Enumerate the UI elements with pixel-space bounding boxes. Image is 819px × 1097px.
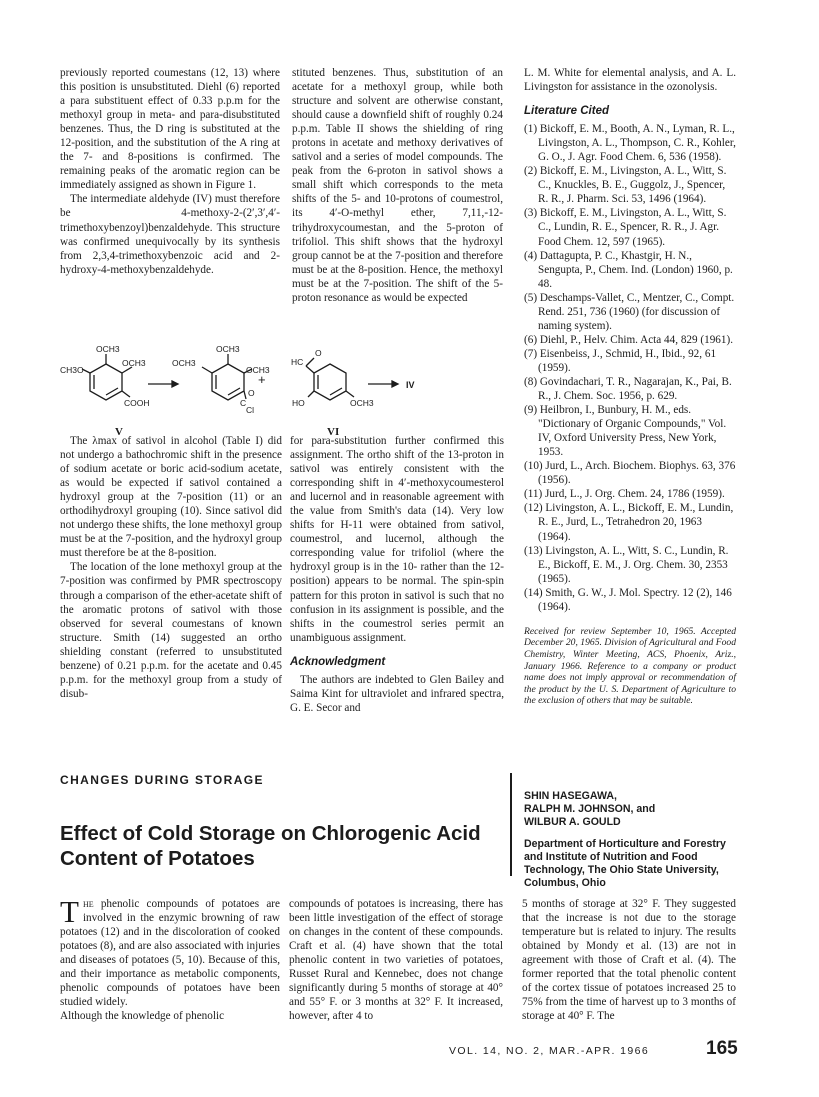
column-3 (524, 66, 736, 707)
column-1 (60, 66, 280, 277)
struct-mid-o: O (248, 388, 255, 398)
literature-cited-heading: Literature Cited (524, 105, 609, 118)
col1-paragraph-2: The intermediate aldehyde (IV) must therefore be 4-methoxy-2-(2′,3′,4′-trimethoxybenzoyl)benzaldehyde. This structure was confirmed unequivocally by its synthesis from 2,3,4-trimethoxybenzoic acid and 2-hydroxy-4-methoxybenzaldehyde. (60, 193, 280, 276)
column-1-lower (60, 424, 282, 701)
col1-paragraph-1: previously reported coumestans (12, 13) where this position is unsubstituted. Diehl (6) reported a para substituent effect of 0.33 p.p.m for the methoxyl group in meta- and para-disubstituted benzenes. Thus, the D ring is substituted at the 12-position, and the substitution of the A ring at the 7- and 8-positions is confirmed. The remaining peaks of the aromatic region can be immediately assigned as shown in Figure 1. (60, 67, 280, 192)
reference-item: (3) Bickoff, E. M., Livingston, A. L., Witt, S. C., Lundin, R. E., Spencer, R. R., J. Agr. Food Chem. 12, 597 (1965). (524, 207, 727, 248)
drop-cap: T (60, 894, 79, 929)
struct-v-ch3o: CH3O (60, 365, 84, 375)
reference-item: (12) Livingston, A. L., Bickoff, E. M., Lundin, R. E., Jurd, L., Tetrahedron 20, 1963 (1964). (524, 502, 734, 543)
acknowledgment-heading: Acknowledgment (290, 655, 386, 668)
col2-paragraph-3: The authors are indebted to Glen Bailey and Saima Kint for ultraviolet and infrared spectra, G. E. Secor and (290, 673, 504, 714)
lead-word: he (82, 898, 94, 910)
col3-paragraph-1: L. M. White for elemental analysis, and A. L. Livingston for assistance in the ozonolysis. (524, 67, 736, 94)
page-number: 165 (706, 1038, 738, 1059)
struct-vi-hc: HC (291, 357, 304, 367)
struct-vi-o: O (315, 348, 322, 358)
col2-paragraph-1: stituted benzenes. Thus, substitution of an acetate for a methoxyl group, while both structure and solvent are otherwise constant, should cause a downfield shift of roughly 0.24 p.p.m. Table II shows the shielding of ring protons in acetate and methoxy derivatives of sativol and a series of model compounds. The peak from the 6-proton in sativol shows a small shift which corresponds to the meta shifts of the 5- and 10-protons of coumestrol, its 4′-O-methyl ether, 7,11,-12-trihydroxycoumestan, and the 5-proton of trifoliol. This shift shows that the hydroxyl group cannot be at the 7-position and therefore must be at the 8-position. Hence, the methoxyl must be at the 7-position. The shift of the 5-proton resonance as would be expected (292, 67, 503, 304)
col1-paragraph-4: The location of the lone methoxyl group at the 7-position was confirmed by PMR spectroscopy through a comparison of the ether-acetate shift of the aromatic protons of sativol with those observed for several coumestans of known structure. Smith (14) suggested an ortho shielding constant (referred to unsubstituted benzene) of 0.21 p.p.m. for the acetate and 0.45 p.p.m. for the methoxyl group from a study of disub- (60, 561, 282, 700)
struct-vi-och3: OCH3 (350, 398, 374, 408)
struct-vi-ho: HO (292, 398, 305, 408)
struct-v-cooh: COOH (124, 398, 150, 408)
col2-paragraph-2: for para-substitution further confirmed this assignment. The ortho shift of the 13-proton in sativol was entirely consistent with the corresponding shift in 4′-methoxycoumesterol and lucernol and in reasonable agreement with the value from Smith's data (14). Very low shifts for H-11 were obtained from sativol, coumestrol, and lucernol, although the corresponding value for trifoliol (where the hydroxyl group is in the 10- rather than the 12-position) appears to be normal. The spin-spin pattern for this proton in sativol is such that no confusion in its assignment is possible, and the shifts in the coumestrol series permit an unambiguous assignment. (290, 435, 504, 644)
struct-label-iv: IV (406, 380, 415, 390)
vertical-rule (510, 773, 512, 876)
intro-text: phenolic compounds of potatoes are involved in the enzymic browning of raw potatoes (12) and in the discoloration of cooked potatoes (8), and are also associated with injuries and diseases of potatoes (5, 10). Because of this, and their importance as metabolic components, phenolic compounds of potatoes have been studied widely. (60, 898, 280, 1008)
article-title: Effect of Cold Storage on Chlorogenic Acid Content of Potatoes (60, 822, 481, 870)
struct-mid-c: C (240, 398, 247, 408)
reference-item: (2) Bickoff, E. M., Livingston, A. L., Witt, S. C., Knuckles, B. E., Guggolz, J., Spencer, R. R., J. Pharm. Sci. 53, 1496 (1964). (524, 165, 727, 206)
author-3: WILBUR A. GOULD (524, 816, 621, 828)
struct-v-och3-right: OCH3 (122, 358, 146, 368)
reference-item: (13) Livingston, A. L., Witt, S. C., Lundin, R. E., Bickoff, E. M., J. Org. Chem. 30, 2353 (1965). (524, 544, 729, 585)
reference-list (524, 122, 736, 614)
reference-item: (5) Deschamps-Vallet, C., Mentzer, C., Compt. Rend. 251, 736 (1960) (for discussion of naming system). (524, 291, 735, 332)
author-2: RALPH M. JOHNSON, and (524, 803, 656, 815)
reference-item: (7) Eisenbeiss, J., Schmid, H., Ibid., 92, 61 (1959). (524, 347, 717, 374)
intro-paragraph-2: Although the knowledge of phenolic (60, 1010, 225, 1022)
reference-item: (10) Jurd, L., Arch. Biochem. Biophys. 63, 376 (1956). (524, 460, 736, 487)
col1-paragraph-3: The λmax of sativol in alcohol (Table I) did not undergo a bathochromic shift in the presence of sodium acetate or boric acid-sodium acetate, as would be expected if sativol contained a hydroxyl group at the 7-position (11) or an orthodihydroxyl grouping (10). Since sativol did not undergo these shifts, the lone methoxyl group must be at the 7-position, and the hydroxyl group must therefore be at the 8-position. (60, 435, 282, 560)
struct-v-och3-top: OCH3 (96, 344, 120, 354)
author-list (524, 790, 754, 829)
struct-mid-och3-top: OCH3 (216, 344, 240, 354)
reference-item: (4) Dattagupta, P. C., Khastgir, H. N., Sengupta, P., Chem. Ind. (London) 1960, p. 48. (524, 249, 733, 290)
reference-item: (8) Govindachari, T. R., Nagarajan, K., Pai, B. R., J. Chem. Soc. 1956, p. 629. (524, 375, 732, 403)
reference-item: (9) Heilbron, I., Bunbury, H. M., eds. "Dictionary of Organic Compounds," Vol. IV, Oxford University Press, New York, 1953. (524, 404, 727, 459)
received-note: Received for review September 10, 1965. Accepted December 20, 1965. Division of Agricultural and Food Chemistry, Winter Meeting, ACS, Phoenix, Ariz., January 1966. Reference to a company or product name does not imply approval or recommendation of the product by the U. S. Department of Agriculture to the exclusion of others that may be suitable. (524, 625, 736, 707)
author-1: SHIN HASEGAWA, (524, 790, 617, 802)
struct-plus: + (258, 372, 266, 387)
reference-item: (14) Smith, G. W., J. Mol. Spectry. 12 (2), 146 (1964). (524, 586, 732, 613)
article-body-column-1 (60, 894, 280, 1023)
article-body-column-3 (522, 897, 736, 1023)
section-banner: CHANGES DURING STORAGE (60, 773, 264, 787)
body-paragraph-col3: 5 months of storage at 32° F. They suggested that the increase is not due to the storage temperature but is related to injury. The results obtained by Mondy et al. (13) are not in agreement with those of Craft et al. (4). The former reported that the total phenolic content of the cortex tissue of potatoes increased 25 to 75% from the time of harvest up to 3 months of storage at 40° F. The (522, 898, 736, 1022)
struct-mid-cl: Cl (246, 405, 255, 414)
chemical-structures-figure (60, 344, 520, 414)
struct-label-vi: VI (327, 426, 340, 438)
reference-item: (11) Jurd, L., J. Org. Chem. 24, 1786 (1959). (524, 488, 725, 501)
reference-item: (6) Diehl, P., Helv. Chim. Acta 44, 829 (1961). (524, 333, 734, 346)
column-2-lower (290, 424, 504, 715)
reference-item: (1) Bickoff, E. M., Booth, A. N., Lyman, R. L., Livingston, A. L., Thompson, C. R., Kohler, G. O., J. Agr. Food Chem. 6, 536 (1958). (524, 123, 736, 164)
journal-footer: VOL. 14, NO. 2, MAR.-APR. 1966 (449, 1045, 650, 1057)
struct-mid-och3-left: OCH3 (172, 358, 196, 368)
article-body-column-2 (289, 897, 503, 1023)
column-2 (292, 66, 503, 305)
affiliation: Department of Horticulture and Forestry and Institute of Nutrition and Food Technology, The Ohio State University, Columbus, Ohio (524, 838, 726, 889)
body-paragraph-col2: compounds of potatoes is increasing, there has been little investigation of the effect of storage on changes in the content of these compounds. Craft et al. (4) have shown that the total phenolic content in two varieties of potatoes, Russet Rural and Kennebec, does not change significantly during 5 months of storage at 40° and 55° F. or 3 months at 32° F. It increased, however, after 4 to (289, 898, 503, 1022)
struct-mid-och3-right: OCH3 (246, 365, 270, 375)
struct-label-v: V (115, 426, 123, 438)
